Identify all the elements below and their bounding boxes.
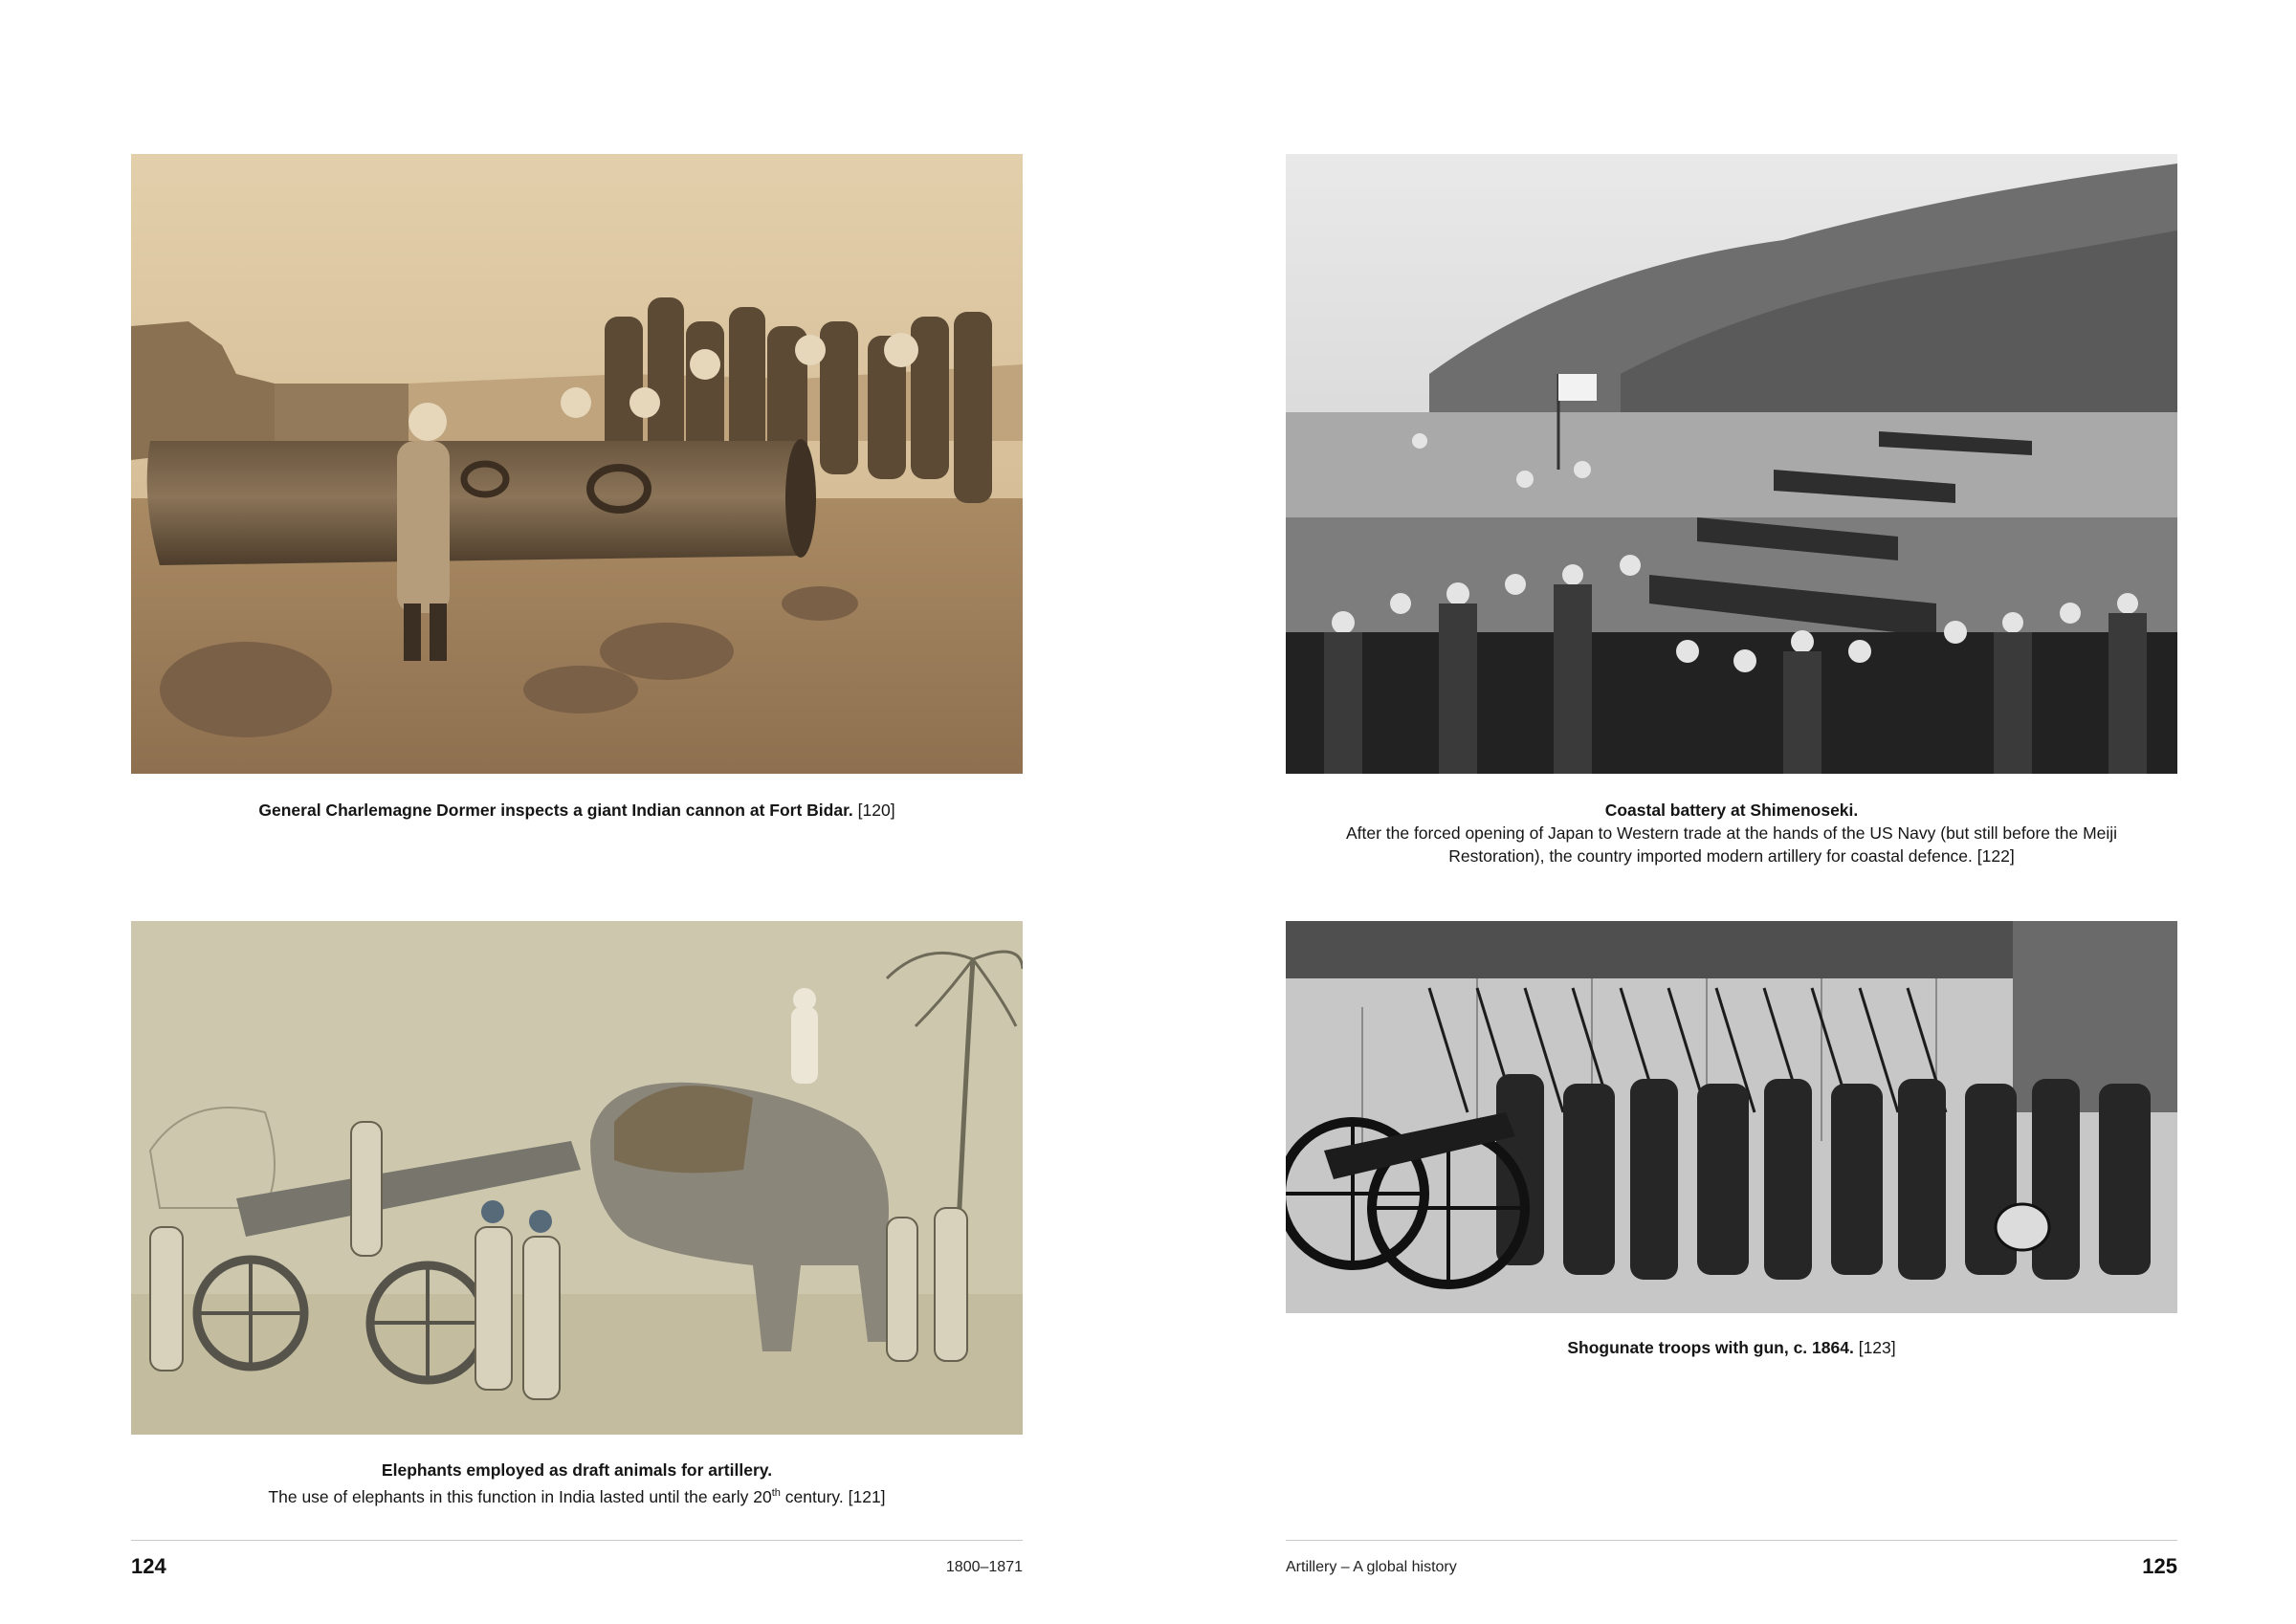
caption-figure-122 (1286, 799, 2177, 867)
page-number: 125 (2142, 1554, 2177, 1578)
sketch-illustration (131, 921, 1023, 1435)
caption-body-line-2 (1286, 845, 2177, 867)
caption-figure-120 (131, 799, 1023, 822)
drawing-elephant-artillery (131, 921, 1023, 1435)
bw-photo-illustration (1286, 154, 2177, 774)
figure-reference: [120] (857, 801, 895, 820)
page-number: 124 (131, 1554, 166, 1578)
photo-coastal-battery-shimenoseki (1286, 154, 2177, 774)
footer-rule (1286, 1540, 2177, 1541)
caption-figure-121 (131, 1459, 1023, 1508)
running-head: 1800–1871 (945, 1559, 1023, 1575)
caption-body-line: After the forced opening of Japan to Western trade at the hands of the US Navy (but still before the Meiji (1345, 823, 2118, 843)
engraving-illustration (1286, 921, 2177, 1313)
photo-giant-cannon-fort-bidar (131, 154, 1023, 774)
caption-title: Elephants employed as draft animals for artillery. (381, 1460, 773, 1480)
caption-body (131, 1481, 1023, 1508)
caption-superscript: th (771, 1487, 781, 1499)
running-head: Artillery – A global history (1286, 1559, 1457, 1575)
figure-reference: [121] (848, 1486, 886, 1506)
footer-rule (131, 1540, 1023, 1541)
figure-reference: [123] (1858, 1338, 1896, 1357)
figure-reference: [122] (1976, 846, 2015, 866)
caption-title: General Charlemagne Dormer inspects a giant Indian cannon at Fort Bidar. (258, 801, 853, 820)
caption-title: Shogunate troops with gun, c. 1864. (1567, 1338, 1854, 1357)
caption-text: century. (780, 1486, 844, 1506)
caption-figure-123 (1286, 1336, 2177, 1359)
sepia-photo-illustration (131, 154, 1023, 774)
caption-text: Restoration), the country imported modern artillery for coastal defence. (1448, 846, 1973, 866)
caption-text: The use of elephants in this function in India lasted until the early 20 (268, 1486, 772, 1506)
caption-title: Coastal battery at Shimenoseki. (1604, 801, 1859, 820)
right-page (1148, 0, 2296, 1624)
engraving-shogunate-troops (1286, 921, 2177, 1313)
